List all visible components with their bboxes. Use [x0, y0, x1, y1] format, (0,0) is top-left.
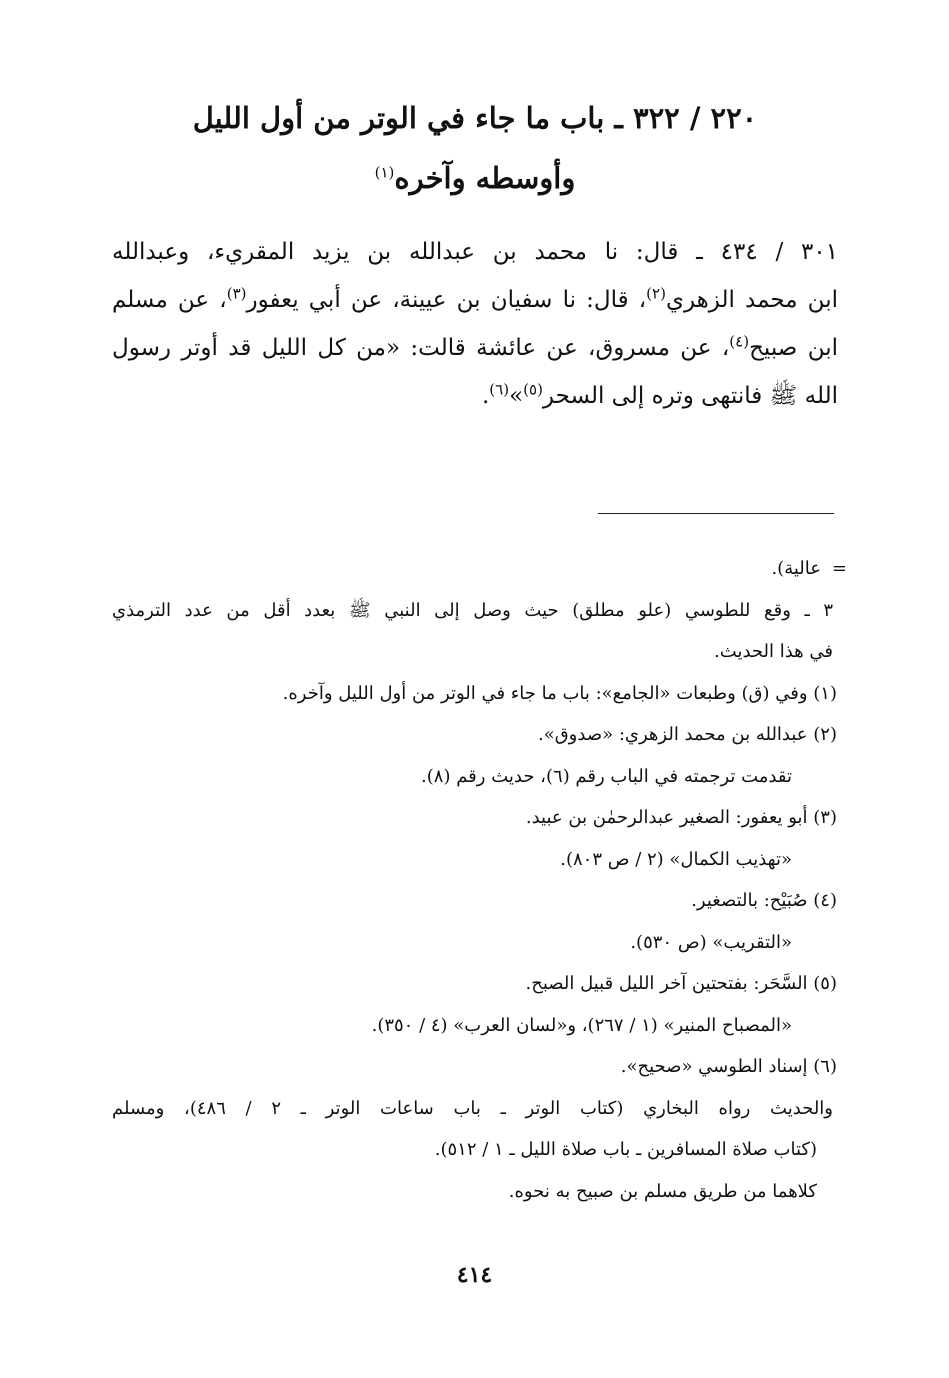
footnote-line — [112, 631, 847, 673]
footnote-line — [112, 590, 847, 632]
footnote-6-paragraph — [112, 1129, 847, 1171]
footnote-text: (كتاب صلاة المسافرين ـ باب صلاة الليل ـ ١ / ٥١٢). — [434, 1139, 817, 1160]
footnote-1 — [112, 673, 847, 715]
footnote-text: ٣ ـ وقع للطوسي (علو مطلق) حيث وصل إلى النبي ﷺ بعدد أقل من عدد الترمذي — [112, 599, 833, 621]
footnote-3 — [112, 797, 847, 839]
footnotes — [112, 548, 847, 1212]
footnote-text: والحديث رواه البخاري (كتاب الوتر ـ باب ساعات الوتر ـ ٢ / ٤٨٦)، ومسلم — [112, 1097, 833, 1119]
hadith-line-3 — [112, 324, 838, 372]
hadith-line-4-text-a: الله ﷺ فانتهى وتره إلى السحر — [542, 383, 838, 409]
footnote-text: كلاهما من طريق مسلم بن صبيح به نحوه. — [508, 1180, 817, 1202]
footnote-6-paragraph — [112, 1171, 847, 1213]
footnote-text: (١) وفي (ق) وطبعات «الجامع»: باب ما جاء في الوتر من أول الليل وآخره. — [282, 682, 837, 704]
footnote-6-paragraph — [112, 1088, 847, 1130]
footnote-ref[interactable]: (٣) — [226, 284, 247, 303]
chapter-title-line1 — [110, 88, 840, 148]
hadith-line-4-text-b: » — [509, 383, 524, 409]
hadith-line-1-text: ٣٠١ / ٤٣٤ ـ قال: نا محمد بن عبدالله بن يزيد المقريء، وعبدالله — [112, 239, 839, 265]
footnote-ref[interactable]: (٦) — [489, 380, 510, 399]
page-number: ٤١٤ — [456, 1262, 493, 1288]
footnote-text: (٢) عبدالله بن محمد الزهري: «صدوق». — [537, 724, 837, 745]
hadith-line-1 — [112, 228, 838, 276]
footnote-text: «المصباح المنير» (١ / ٢٦٧)، و«لسان العرب» (٤ / ٣٥٠). — [371, 1014, 792, 1036]
footnote-3-detail — [112, 839, 847, 881]
hadith-line-2-text-c: ، عن مسلم — [112, 287, 227, 313]
chapter-title-text-2: وأوسطه وآخره — [394, 161, 576, 195]
hadith-line-2-text-b: ، قال: نا سفيان بن عيينة، عن أبي يعفور — [246, 287, 647, 313]
footnote-text: (٤) صُبَيْح: بالتصغير. — [691, 890, 837, 911]
footnote-text: تقدمت ترجمته في الباب رقم (٦)، حديث رقم (٨). — [421, 765, 792, 787]
hadith-line-4-text-c: . — [481, 383, 490, 409]
footnote-ref[interactable]: (٤) — [729, 332, 750, 351]
hadith-line-2 — [112, 276, 838, 324]
footnote-6 — [112, 1046, 847, 1088]
footnote-2 — [112, 714, 847, 756]
footnote-separator — [598, 513, 834, 514]
hadith-line-2-text-a: ابن محمد الزهري — [665, 287, 838, 313]
footnote-text: في هذا الحديث. — [714, 641, 833, 662]
chapter-title-line2 — [110, 148, 840, 208]
footnote-text: «تهذيب الكمال» (٢ / ص ٨٠٣). — [560, 848, 792, 870]
footnote-4 — [112, 880, 847, 922]
footnote-ref[interactable]: (٢) — [646, 284, 666, 303]
chapter-title-text: ٢٢٠ / ٣٢٢ ـ باب ما جاء في الوتر من أول الليل — [192, 101, 758, 135]
footnote-2-detail — [112, 756, 847, 798]
hadith-line-3-text-a: ابن صبيح — [749, 335, 838, 361]
footnote-5 — [112, 963, 847, 1005]
hadith-text — [112, 228, 838, 420]
footnote-text: «التقريب» (ص ٥٣٠). — [630, 931, 792, 953]
footnote-ref[interactable]: (٥) — [523, 380, 543, 399]
footnote-5-detail — [112, 1005, 847, 1047]
footnote-text: (٦) إسناد الطوسي «صحيح». — [620, 1056, 837, 1077]
hadith-line-4 — [112, 372, 838, 420]
footnote-ref[interactable]: (١) — [374, 163, 395, 182]
continuation-marker: = — [831, 558, 847, 579]
chapter-heading — [110, 88, 840, 208]
footnote-text: (٣) أبو يعفور: الصغير عبدالرحمٰن بن عبيد. — [525, 807, 837, 828]
footnote-continuation — [112, 548, 847, 590]
hadith-line-3-text-b: ، عن مسروق، عن عائشة قالت: «من كل الليل قد أوتر رسول — [112, 335, 730, 361]
footnote-text: (٥) السَّحَر: بفتحتين آخر الليل قبيل الصبح. — [525, 973, 837, 994]
footnote-4-detail — [112, 922, 847, 964]
footnote-text: عالية). — [771, 558, 821, 579]
